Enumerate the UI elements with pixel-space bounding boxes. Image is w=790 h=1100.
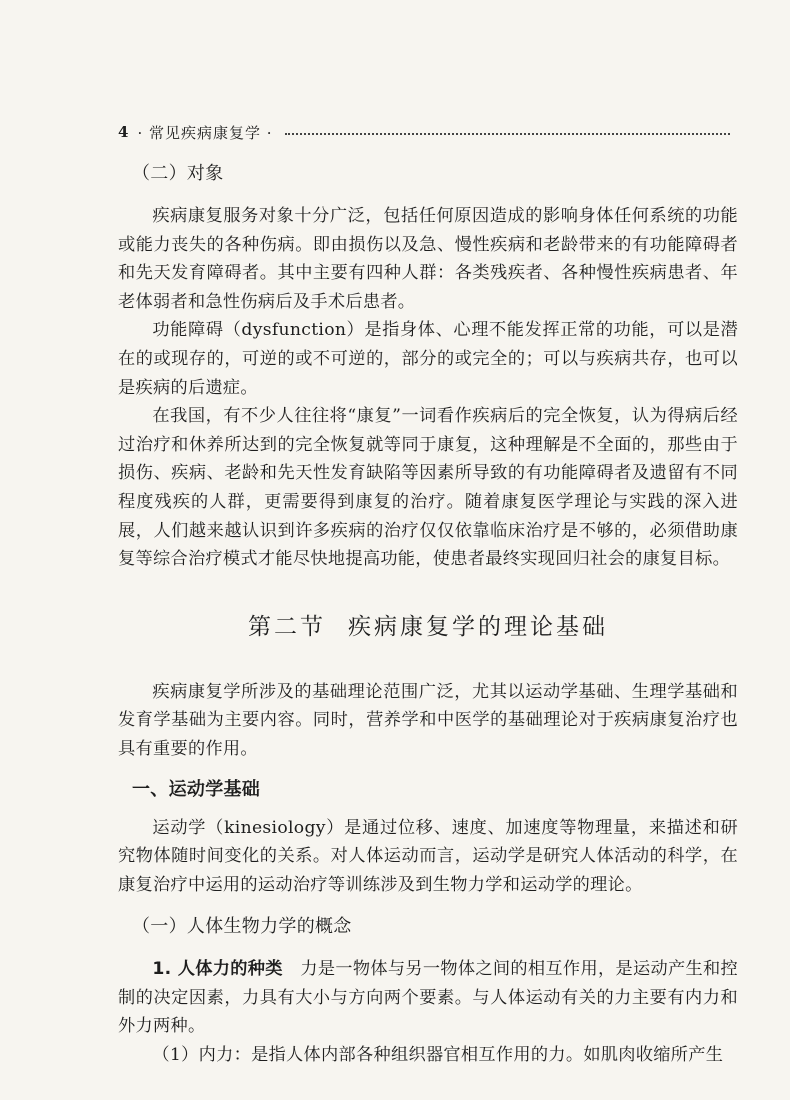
force-types-lead: 1. 人体力的种类 (152, 959, 283, 980)
page-content (118, 160, 738, 1070)
header-dotted-leader (285, 133, 730, 135)
running-header (118, 121, 730, 143)
paragraph-china-view: 在我国，有不少人往往将“康复”一词看作疾病后的完全恢复，认为得病后经过治疗和休养所达到的完全恢复就等同于康复，这种理解是不全面的，那些由于损伤、疾病、老龄和先天性发育缺陷等因素所导致的有功能障碍者及遗留有不同程度残疾的人群，更需要得到康复的治疗。随着康复医学理论与实践的深入进展，人们越来越认识到许多疾病的治疗仅仅依靠临床治疗是不够的，必须借助康复等综合治疗模式才能尽快地提高功能，使患者最终实现回归社会的康复目标。 (118, 406, 738, 570)
section-title (118, 610, 738, 644)
subheading-biomechanics: （一）人体生物力学的概念 (132, 916, 352, 938)
page-number: 4 (118, 123, 130, 141)
paragraph-dysfunction: 功能障碍（dysfunction）是指身体、心理不能发挥正常的功能，可以是潜在的或现存的，可逆的或不可逆的，部分的或完全的；可以与疾病共存，也可以是疾病的后遗症。 (118, 320, 738, 398)
force-types-text: 力是一物体与另一物体之间的相互作用，是运动产生和控制的决定因素，力具有大小与方向两个要素。与人体运动有关的力主要有内力和外力两种。 (118, 959, 738, 1037)
section-number: 第二节 (248, 613, 326, 640)
subheading-objects: （二）对象 (132, 163, 224, 184)
paragraph-section-intro: 疾病康复学所涉及的基础理论范围广泛，尤其以运动学基础、生理学基础和发育学基础为主要内容。同时，营养学和中医学的基础理论对于疾病康复治疗也具有重要的作用。 (118, 681, 738, 759)
paragraph-kinesiology: 运动学（kinesiology）是通过位移、速度、加速度等物理量，来描述和研究物体随时间变化的关系。对人体运动而言，运动学是研究人体活动的科学，在康复治疗中运用的运动治疗等训练涉及到生物力学和运动学的理论。 (118, 817, 738, 895)
book-title: · 常见疾病康复学 · (137, 123, 273, 142)
heading-kinesiology: 一、运动学基础 (132, 778, 261, 800)
paragraph-internal-force: （1）内力：是指人体内部各种组织器官相互作用的力。如肌肉收缩所产生 (152, 1045, 724, 1066)
section-title-text: 疾病康复学的理论基础 (348, 613, 608, 640)
paragraph-force-types (118, 955, 738, 1041)
paragraph-scope: 疾病康复服务对象十分广泛，包括任何原因造成的影响身体任何系统的功能或能力丧失的各种伤病。即由损伤以及急、慢性疾病和老龄带来的有功能障碍者和先天发育障碍者。其中主要有四种人群：各类残疾者、各种慢性疾病患者、年老体弱者和急性伤病后及手术后患者。 (118, 206, 738, 312)
